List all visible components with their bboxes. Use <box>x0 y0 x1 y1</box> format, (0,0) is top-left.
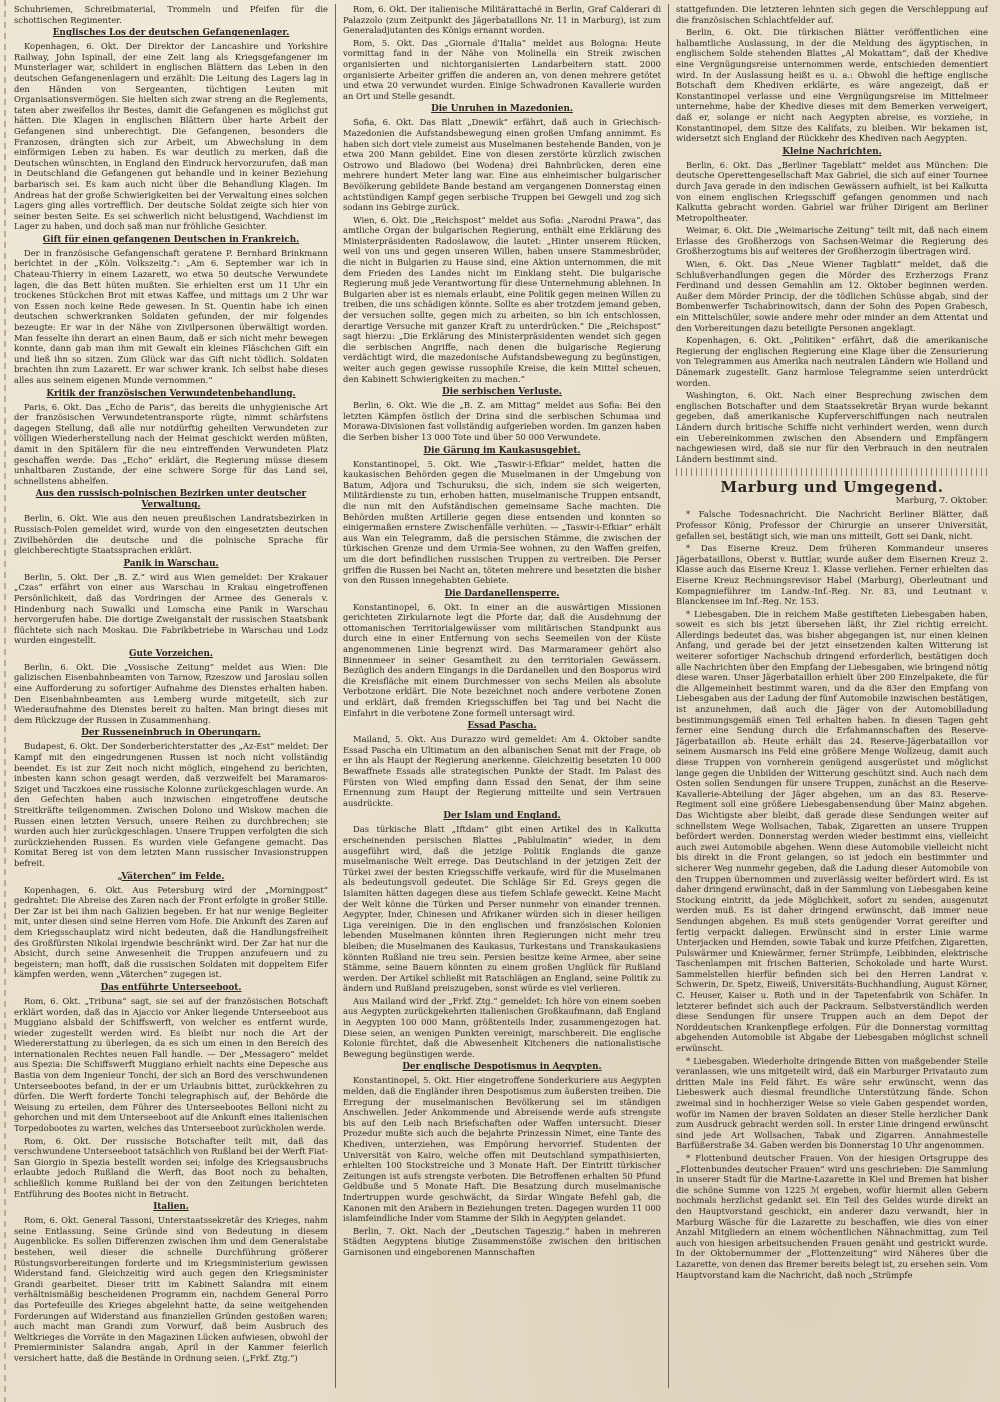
headline-gefangenenlager: Englisches Los der deutschen Gefangenenlager. <box>52 28 290 39</box>
article-text: Mailand, 5. Okt. Aus Durazzo wird gemeldet: Am 4. Oktober sandte Essad Pascha ein Ultimatum an den albanischen Senat mit der Frage, ob er ihn als Haupt der Regierung anerkenne. Gleichzeitig besetzten 10 000 Bewaffnete Essads alle strategischen Punkte der Stadt. Im Palast des Fürsten von Wied empfing dann Essad den Senat, der ihm seine Ernennung zum Haupt der Regierung mitteilte und sein Vertrauen ausdrückte. <box>343 734 661 808</box>
article-text: Der in französische Gefangenschaft geratene P. Bernhard Brinkmann berichtet in der „Köln. Volkszeitg.“: „Am 6. September war ich in Chateau-Thierry in einem Lazarett, wo etwa 50 deutsche Verwundete lagen, die das Bett hüten mußten. Sie erhielten erst um 11 Uhr ein trockenes Stückchen Brot mit etwas Kaffee, und mittags um 2 Uhr war von Essen noch keine Rede gewesen. In St. Quentin habe ich einen deutschen schwerkranken Soldaten gefunden, der mir folgendes bezeugte: Er war in der Nähe von Zivilpersonen überwältigt worden. Man fesselte ihn derart an einen Baum, daß er sich nicht mehr bewegen konnte, dann gab man ihm mit Gewalt ein kleines Fläschchen Gift ein und ließ ihn so sitzen. Zum Glück war das Gift nicht tödlich. Soldaten brachten ihn zum Lazarett. Er war schwer krank. Ich selbst habe dieses alles aus seinem eigenen Munde vernommen.“ <box>14 247 328 385</box>
headline-despotismus: Der englische Despotismus in Aegypten. <box>402 1062 602 1073</box>
article-text: Sofia, 6. Okt. Das Blatt „Dnewik“ erfährt, daß auch in Griechisch-Mazedonien die Aufstandsbewegung einen großen Umfang annimmt. Es haben sich dort viele zumeist aus Muselmanen bestehende Banden, von je etwa 200 Mann gebildet. Eine von diesen zerstörte kürzlich zwischen Ostrowo und Bladowo (bei Wodena) drei Bahnbrücken, deren eine mehrere hundert Meter lang war. Eine aus einheimischer bulgarischer Bevölkerung gebildete Bande bestand am vergangenen Donnerstag einen achtstündigen Kampf gegen serbische Truppen bei Gewgeli und zog sich sodann ins Gebirge zurück. <box>343 117 661 213</box>
column-3 <box>676 4 988 1394</box>
article-text: Das türkische Blatt „Iftdam“ gibt einen Artikel des in Kalkutta erscheinenden persischen Blattes „Pablulmatin“ wieder, in dem ausgeführt wird, daß die jetzige Politik Englands die ganze muselmanische Welt errege. Das Deutschland in der jetzigen Zeit der Türkei zwei der besten Kriegsschiffe verkaufe, wird für die Muselmanen als bedeutungsvoll gedeutet. Die Schläge Sir Ed. Greys gegen die Islamiten hätten dagegen diese aus tiefem Schlafe geweckt. Keine Macht der Welt könne die Türken und Perser nunmehr von einander trennen. Aegypter, Inder, Chinesen und Afrikaner würden sich in dieser heiligen Liga vereinigen. Die in den englischen und französischen Kolonien lebenden Muselmanen könnten ihren Regierungen nicht mehr treu bleiben; die Muselmanen des Kaukasus, Turkestans und Transkaukasiens könnten Rußland nie treu sein. Persien besitze keine Armee, aber seine Stämme, seine Bauern könnten zu einem großen Unglück für Rußland werden. Der Artikel schließt mit Ratschlägen an England, seine Politik zu ändern und Rußland preiszugeben, sonst würde es viel verlieren. <box>343 824 661 994</box>
article-text: * Das Eiserne Kreuz. Dem früheren Kommandeur unseres Jägerbataillons, Oberst v. Buttlar, wurde außer dem Eisernen Kreuz 2. Klasse auch das Eiserne Kreuz 1. Klasse verliehen. Ferner erhielten das Eiserne Kreuz Rechnungsrevisor Habel (Marburg), Oberleutnant und Kompagnieführer im Landw.-Inf.-Reg. Nr. 83, und Leutnant v. Blanckensee im Inf.-Reg. Nr. 153. <box>676 543 988 607</box>
headline-mazedonien: Die Unruhen in Mazedonien. <box>431 104 573 115</box>
article-text: Wien, 6. Okt. Die „Reichspost“ meldet aus Sofia: „Narodni Prawa“, das amtliche Organ der bulgarischen Regierung, enthält eine Erklärung des Ministerpräsidenten Radoslawow, die lautet: „Hinter unserem Rücken, weil von uns und gegen unseren Willen, haben unsere Stammesbrüder, die nicht in Bulgarien zu Hause sind, eine Aktion unternommen, die mit dem Frieden des Landes nicht im Einklang steht. Die bulgarische Regierung muß jede Verantwortung für diese Unternehmung ablehnen. In Bulgarien aber ist es niemals erlaubt, eine Politik gegen meinen Willen zu treiben, die uns schädigen könnte. Sollte es aber trotzdem jemand geben, der versuchen sollte, gegen mich zu arbeiten, so bin ich entschlossen, derartige Versuche mit ganzer Kraft zu unterdrücken.“ Die „Reichspost“ sagt hierzu: „Die Erklärung des Ministerpräsidenten wendet sich gegen die serbischen Angriffe, nach denen die bulgarische Regierung verdächtigt wird, die mazedonische Aufstandsbewegung zu begünstigen, weiter auch gegen gewisse russophile Kreise, die kein Mittel scheuen, den Kabinett Schwierigkeiten zu machen.“ <box>343 214 661 384</box>
headline-italien: Italien. <box>153 1202 189 1213</box>
article-text: Konstantinopel, 6. Okt. In einer an die auswärtigen Missionen gerichteten Zirkularnote legt die Pforte dar, daß die Ausdehnung der ottomanischen Territorialgewässer vom militärischen Standpunkt aus durch eine in einer Entfernung von sechs Seemeilen von der Küste angenommenen Linie begrenzt wird. Das Marmarameer gehört also Binnenmeer in seiner Gesamtheit zu den territorialen Gewässern. Bezüglich des andern Eingangs in die Dardanellen und den Bosporus wird die Kreisfläche mit einem Durchmesser von sechs Meilen als absolute Verbotzone erklärt. Die Note bezeichnet noch andere verbotene Zonen und erklärt, daß fremden Kriegsschiffen bei Tag und bei Nacht die Einfahrt in die verbotene Zone formell untersagt wird. <box>343 601 661 718</box>
article-text: Paris, 6. Okt. Das „Echo de Paris“, das bereits die unhygienische Art der französischen Verwundetentransporte rügte, nimmt schärfstens dagegen Stellung, daß alle nur notdürftig geheilten Verwundeten zur völligen Wiederherstellung nach der Heimat geschickt werden müßten, damit in den Spitälern für die neu eintreffenden Verwundeten Platz geschaffen werde. Das „Echo“ erklärt, die Regierung müsse diesem unhaltbaren Zustande, der eine schwere Sorge für das Land sei, schnellstens abhelfen. <box>14 401 328 486</box>
article-text: Berlin, 7. Okt. Nach der „Deutschen Tageszig.“ haben in mehreren Städten Aegyptens blutige Zusammenstöße zwischen den britischen Garnisonen und eingeborenen Mannschaften <box>343 1225 661 1257</box>
column-2 <box>343 4 661 1394</box>
headline-russisch-polen: Aus den russisch-polnischen Bezirken unter deutscher Verwaltung. <box>35 489 307 511</box>
page-edge <box>4 0 6 1402</box>
article-text: Rom, 6. Okt. Der italienische Militärattaché in Berlin, Graf Calderari di Palazzolo (zum Zeitpunkt des Jägerbataillons Nr. 11 in Marburg), ist zum Generaladjutanten des Königs ernannt worden. <box>343 4 661 36</box>
headline-serbische-verluste: Die serbischen Verluste. <box>442 387 562 398</box>
headline-kleine-nachrichten: Kleine Nachrichten. <box>782 146 882 157</box>
article-text: Berlin, 6. Okt. Das „Berliner Tageblatt“ meldet aus München: Die deutsche Operettengesellschaft Max Gabriel, die sich auf einer Tournee durch Java gerade in den indischen Gewässern aufhielt, ist bei Kalkutta von einem englischen Kriegsschiff gefangen genommen und nach Kalkutta gebracht worden. Gabriel war früher Dirigent am Berliner Metropoltheater. <box>676 159 988 223</box>
article-text: Kopenhagen, 6. Okt. „Politiken“ erfährt, daß die amerikanische Regierung der englischen Regierung eine Klage über die Zensurierung von Telegrammen aus Amerika nach neutralen Ländern wie Holland und Dänemark zugestellt. Ganz harmlose Telegramme seien unterdrückt worden. <box>676 335 988 388</box>
section-title: Marburg und Umgegend. <box>720 478 944 497</box>
section-divider <box>676 468 988 476</box>
article-text: Budapest, 6. Okt. Der Sonderberichterstatter des „Az-Est“ meldet: Der Kampf mit den eingedrungenen Russen ist noch nicht vollständig beendet. Es ist zur Zeit noch nicht möglich, eingehend zu berichten, inbesten kann schon gesagt werden, daß verzweifelt bei Maramaros-Sziget und Taczkoes eine russische Kolonne zurückgeschlagen wurde. An den Gefechten haben auch inzwischen eingetroffene deutsche Streitkräfte teilgenommen. Zwischen Dolono und Wiskow machen die Russen einen letzten Versuch, unsere Reihen zu durchbrechen; sie wurden auch hier zurückgeschlagen. Unsere Truppen verfolgten die sich zurückziehenden Russen. Es wurden viele Gefangene gemacht. Das Komitat Bereg ist von dem letzten Mann russischer Invasionstruppen befreit. <box>14 741 328 868</box>
headline-dardanellen: Die Dardanellensperre. <box>444 588 560 599</box>
headline-gute-vorzeichen: Gute Vorzeichen. <box>129 648 213 659</box>
article-text: Rom, 6. Okt. Der russische Botschafter teilt mit, daß das verschwundene Unterseeboot tatsächlich von Rußland bei der Werft Fiat-San Giorgio in Spezia bestellt worden sei; infolge des Kriegsausbruchs erlaubte jedoch Rußland die Werft, das Boot noch zu behalten, schließlich komme Rußland bei der von den Zeitungen berichteten Entführung des Bootes nicht in Betracht. <box>14 1135 328 1199</box>
headline-islam-england: Der Islam und England. <box>443 811 561 822</box>
headline-gift: Gift für einen gefangenen Deutschen in Frankreich. <box>42 234 300 245</box>
dateline: Marburg, 7. Oktober. <box>895 496 988 507</box>
headline-oberungarn: Der Russeneinbruch in Oberungarn. <box>81 728 261 739</box>
article-text: Washington, 6. Okt. Nach einer Besprechung zwischen dem englischen Botschafter und dem Staatssekretär Bryan wurde bekannt gegeben, daß amerikanische Kupferverschiffungen nach neutralen Ländern durch britische Schiffe nicht verhindert werden, wenn durch ein Uebereinkommen zwischen den Absendern und Empfängern nachgewiesen wird, daß sie nur für den Verbrauch in den neutralen Ländern bestimmt sind. <box>676 390 988 464</box>
article-text: Konstantinopel, 5. Okt. Hier eingetroffene Sonderkuriere aus Aegypten melden, daß die Engländer ihren Despotismus zum äußersten treiben. Die Erregung der muselmanischen Bevölkerung sei im ständigen Anschwellen. Jeder Ankommende und Abreisende werde aufs strengste bis auf den Leib nach Briefschaften oder Waffen untersucht. Dieser Prozedur mußte sich auch die bejahrte Prinzessin Nimet, eine Tante des Khediven, unterziehen, was Empörung hervorrief. Studenten der Universität von Kairo, welche offen mit Deutschland sympathisierten, erhielten 100 Stockstreiche und 3 Monate Haft. Der Eintritt türkischer Zeitungen ist aufs strengste verboten. Die Betroffenen erhalten 50 Pfund Geldbuße und 5 Monate Haft. Die Besatzung durch muselmanische Indertruppen wurde geschwächt, da Sirdar Wingate Befehl gab, die Kanonen mit den Arabern in Beziehungen treten. Dagegen wurden 11 000 islamfeindliche Inder vom Stamme der Sikh in Aegypten gelandet. <box>343 1075 661 1224</box>
column-rule <box>668 4 669 1388</box>
headline-panik-warschau: Panik in Warschau. <box>123 558 219 569</box>
article-text: Rom, 6. Okt. „Tribuna“ sagt, sie sei auf der französischen Botschaft erklärt worden, daß das in Ajaccio vor Anker liegende Unterseeboot aus Muggiano alsbald der Schiffswerft, von welcher es entfernt wurde, wieder zugestellt werden wird. Es bleibt nur noch die Art der Wiedererstattung zu überlegen, da es sich um einen in den Bereich des internationalen Rechtes neuen Fall handle. — Der „Messagero“ meldet aus Spezia: Die Schiffswerft Muggiano erhielt nachts eine Depesche aus Bastia von dem Ingenieur Tonchi, der sich an Bord des verschwundenen Unterseebootes befand, in der er um Urlaubnis bittet, zurückkehren zu dürfen. Die Werft forderte Tonchi telegraphisch auf, der Behörde die Weisung zu erteilen, dem Führer des Unterseebootes Belloni nicht zu gehorchen und mit dem Unterseeboot auf die Ankunft eines italienischen Torpedobootes zu warten, welches das Unterseeboot zurückholen werde. <box>14 995 328 1134</box>
article-text: Wien, 6. Okt. Das „Neue Wiener Tagblatt“ meldet, daß die Schlußverhandlungen gegen die Mörder des Erzherzogs Franz Ferdinand und dessen Gemahlin am 12. Oktober beginnen werden. Außer dem Mörder Princip, der die tödlichen Schüsse abgab, sind der Bombenwerfer Tschabrinowitsch, dann der Sohn des Popen Grabesch, ein Mittelschüler, sowie andere mehr oder minder an dem Attentat und den Vorbereitungen dazu beteiligte Personen angeklagt. <box>676 259 988 333</box>
article-text: Rom, 6. Okt. General Tassoni, Unterstaatssekretär des Krieges, nahm seine Entlassung. Seine Gründe sind von Bedeutung in diesem Augenblicke. Es sollen Differenzen zwischen ihm und dem Generalstabe bestehen, weil dieser die schnelle Durchführung größerer Rüstungsvorbereitungen forderte und im Kriegsministerium gewissen Widerstand fand. Gleichzeitig wird auch gegen den Kriegsminister Grandi gearbeitet. Dieser tritt im Kabinett Salandra mit einem verhältnismäßig bescheidenen Programm ein, nachdem General Porro das Portefeuille des Krieges abgelehnt hatte, da seine weitgehenden Forderungen auf Widerstand aus finanziellen Gründen gestoßen waren; auch macht man Grandi zum Vorwurf, daß beim Ausbruch des Weltkrieges die Vorräte in den Magazinen Lücken aufwiesen, obwohl der Premierminister Salandra angab, April in der Kammer feierlich versichert hatte, daß die Bestände in Ordnung seien. („Frkf. Ztg.“) <box>14 1215 328 1363</box>
column-rule <box>335 4 336 1388</box>
article-text: stattgefunden. Die letzteren lehnten sich gegen die Verschleppung auf die französischen Schlachtfelder auf. <box>676 4 988 25</box>
headline-vaeterchen: „Väterchen“ im Felde. <box>117 871 225 882</box>
article-text: Kopenhagen, 6. Okt. Der Direktor der Lancashire und Yorkshire Railway, John Ispinall, der eine Zeit lang als Kriegsgefangener im Munsterlager war, schildert in englischen Blättern das Leben in den deutschen Gefangenenlagern und erzählt: Die Leitung des Lagers lag in den Händen von Sergeanten, tüchtigen Leuten mit Organisationsvermögen. Sie hielten sich zwar streng an die Reglements, taten aber zweifellos ihr Bestes, damit die Gefangenen es möglichst gut hätten. Die Klagen in englischen Blättern über harte Arbeit der Gefangenen sind unberechtigt. Die Gefangenen, besonders die Franzosen, drängten sich zur Arbeit, um Abwechslung in dem einförmigen Leben zu haben. Es war deutlich zu merken, daß die Deutschen wünschten, in England den Eindruck hervorzurufen, daß man in Deutschland die Gefangenen gut behandle und in keiner Beziehung barbarisch sei. Es kam auch nicht über die Behandlung Klagen. Im Andreas hat der große Schwierigkeiten bei der Verwaltung eines solchen Lagers ging alles vortrefflich. Der deutsche Soldat zeigte sich hier von seiner besten Seite. Es sei schwerlich nicht belustigend, Wachdienst im Lager zu haben, und doch saß man nur fröhliche Gesichter. <box>14 41 328 232</box>
headline-kaukasus: Die Gärung im Kaukasusgebiet. <box>423 445 581 456</box>
article-text: Kopenhagen, 6. Okt. Aus Petersburg wird der „Morningpost“ gedrahtet: Die Abreise des Zaren nach der Front erfolgte in großer Stille. Der Zar ist bei ihm nach Galizien begeben. Er hat nur wenige Begleiter mit, unter diesen sind seine Herren vom Hofe. Die Ankunft des Zaren auf dem Kriegsschauplatz wird nicht bedeuten, daß die Handlungsfreiheit des Großfürsten Nikolai irgendwie beschränkt wird. Der Zar hat nur die Absicht, durch seine Anwesenheit die Truppen anzufeuern und zu begeistern; man hofft, daß die russischen Soldaten mit doppeltem Eifer kämpfen werden, wenn „Väterchen“ zugegen ist. <box>14 884 328 980</box>
headline-essad-pascha: Essad Pascha. <box>467 721 537 732</box>
article-text: * Falsche Todesnachricht. Die Nachricht Berliner Blätter, daß Professor König, Professor der Chirurgie an unserer Universität, gefallen sei, bestätigt sich, wie man uns mitteilt, Gott sei Dank, nicht. <box>676 509 988 541</box>
article-text: Berlin, 6. Okt. Wie aus den neuen preußischen Landratsbezirken in Russisch-Polen gemeldet wird, wurde von den eingesetzten deutschen Zivilbehörden die deutsche und die polnische Sprache für gleichberechtigte Staatssprachen erklärt. <box>14 513 328 556</box>
article-text: Rom, 5. Okt. Das „Giornale d'Italia“ meldet aus Bologna: Heute vormittag fand in der Nähe von Molinella ein Streik zwischen organisierten und nichtorganisierten Landarbeitern statt. 2000 organisierte Arbeiter griffen die anderen an, von denen mehrere getötet und etwa 20 verwundet wurden. Einige Schwadronen Kavallerie wurden an Ort und Stelle gesandt. <box>343 37 661 101</box>
article-text: Berlin, 5. Okt. Der „B. Z.“ wird aus Wien gemeldet: Der Krakauer „Czas“ erfährt von einer aus Warschau in Krakau eingetroffenen Persönlichkeit, daß das Vordringen der Armee des Generals v. Hindenburg nach Suwalki und Lomscha eine Panik in Warschau hervorgerufen habe. Die dortige Zweiganstalt der russischen Staatsbank flüchtete sich nach Moskau. Die Fabrikbetriebe in Warschau und Lodz wurden eingestellt. <box>14 571 328 646</box>
article-text: Berlin, 6. Okt. Die türkischen Blätter veröffentlichen eine halbamtliche Auslassung, in der die Meldung des ägyptischen, in englischem Solde stehenden Blattes „Al Mokattam“, daß der Khedive eine Vergnügungsreise unternommen werde, entschieden dementiert wird. In der Auslassung heißt es u. a.: Obwohl die heftige englische Botschaft dem Khediven erklärte, es wäre angezeigt, daß er Konstantinopel verlasse und eine Vergnügungsreise im Mittelmeer unternehme, habe der Khedive dieses mit dem Bemerken verweigert, daß er, solange er nicht nach Aegypten abreise, es vorziehe, in Konstantinopel, dem Sitze des Kalifats, zu bleiben. Wir bekamen ist, widersetzt sich England der Rückkehr des Khediven nach Aegypten. <box>676 27 988 144</box>
article-text: * Liebesgaben. Wiederholte dringende Bitten von maßgebender Stelle veranlassen, wie uns mitgeteilt wird, daß ein Marburger Privatauto zum dritten Male ins Feld fährt. Es wäre sehr erwünscht, wenn das Liebeswerk auch diesmal freundliche Unterstützung fände. Schon zweimal sind in hochherziger Weise so viele Gaben gespendet worden, wofür im Namen der braven Soldaten an dieser Stelle herzlicher Dank zum Ausdruck gebracht werden soll. In erster Linie dringend erwünscht sind jede Art Wollsachen, Tabak und Zigarren. Annahmestelle Barfüßerstraße 34. Gaben werden bis Donnerstag 10 Uhr angenommen. <box>676 1055 988 1151</box>
headline-unterseeboot: Das entführte Unterseeboot. <box>100 982 242 993</box>
article-text: Aus Mailand wird der „Frkf. Ztg.“ gemeldet: Ich höre von einem soeben aus Aegypten zurückgekehrten italienischen Großkaufmann, daß England in Aegypten 100 000 Mann, größtenteils Inder, zusammengezogen hat. Diese seien, an wenigen Punkten vereinigt, marschbereit. Die englische Kolonie fürchtet, daß die Abwesenheit Kitcheners die nationalistische Bewegung begünstigen werde. <box>343 995 661 1059</box>
article-text: Berlin, 6. Okt. Wie die „B. Z. am Mittag“ meldet aus Sofia: Bei den letzten Kämpfen östlich der Drina sind die serbischen Schumaa und Morawa-Divisionen fast vollständig aufgerieben worden. Im ganzen haben die Serben bisher 13 000 Tote und über 50 000 Verwundete. <box>343 400 661 442</box>
article-text: Berlin, 6. Okt. Die „Vossische Zeitung“ meldet aus Wien: Die galizischen Eisenbahnbeamten von Tarnow, Rzeszow und Jaroslau sollen eine Aufforderung zu sofortiger Aufnahme des Dienstes erhalten haben. Den Eisenbahnbeamten aus Lemberg wurde mitgeteilt, sich zur Wiederaufnahme des Dienstes bereit zu halten. Man bringt dieses mit dem Rückzuge der Russen in Zusammenhang. <box>14 661 328 725</box>
article-text: * Liebesgaben. Die in reichem Maße gestifteten Liebesgaben haben, soweit es sich bis jetzt übersehen läßt, ihr Ziel richtig erreicht. Allerdings bedeutet das, was bisher abgegangen ist, nur einen kleinen Anfang, und gerade bei der jetzt einsetzenden kalten Witterung ist weiterer sofortiger Nachschub dringend erforderlich, bestätigen doch alle Nachrichten über den Empfang der Liebesgaben, wie bringend nötig diese waren. Unser Jägerbataillon erhielt über 200 Einzelpakete, die für die Allgemeinheit bestimmt waren, und da die 83er den Empfang von Liebesgaben aus der Ladung der fünf Automobile inzwischen bestätigen, ist anzunehmen, daß auch die Jäger von der Automobilladung bestimmungsgemäß einen Teil erhalten haben. In diesen Tagen geht ferner eine Sendung durch die Erfahmannschaften des Reserve-Jägerbataillon ab. Heute erhält das 24. Reserve-Jägerbataillon vor seinem Ausmarsch ins Feld eine größere Menge Wollzeug, damit auch diese Truppen von vornherein genügend ausgerüstet und möglichst lange gegen die Unbilden der Witterung geschützt sind. Auch nach dem Osten sollen Sendungen für unsere Truppen, zunächst an die Reserve-Kavallerie-Abteilung der Jäger abgehen, um an das 83. Reserve-Regiment soll eine größere Liebesgabensendung über Mainz abgehen. Das Wichtigste aber bleibt, daß gerade diese Sendungen weiter auf schnellstem Wege Wollsachen, Tabak, Zigaretten an unsere Truppen befördert werden. Donnerstag werden wieder bestimmt eins, vielleicht auch zwei Automobile abgehen. Wenn diese Automobile vielleicht nicht bis direkt in die Front gelangen, so ist jedoch ein bestimmter und sicherer Weg nunmehr gegeben, daß die Ladung dieser Automobile von den Truppen übernommen und zuverlässig weiter befördert wird. Es ist daher dringend erwünscht, daß in der Sammlung von Liebesgaben keine Stockung eintritt, da jede Möglichkeit, sofort zu senden, ausgenutzt werden muß. Es ist daher dringend erwünscht, daß immer neue Sendungen abgehen. Es muß stets genügender Vorrat gereifter und fertig verpackt daliegen. Erwünscht sind in erster Linie warme Unterjacken und Hemden, sowie Tabak und kurze Pfeifchen, Zigaretten, Pulswärmer und Kniewärmer, ferner Strümpfe, Leibbinden, elektrische Taschenlampen mit frischen Batterien, Schokolade und harte Wurst. Sammelstellen hierfür befinden sich bei den Herren Landrat v. Schwerin, Dr. Spetz, Eiweiß, Universitäts-Buchhandlung, August Körner, C. Heuser, Kaiser u. Roth und in der Tapetenfabrik von Schäfer. In letzterer befindet sich auch der Packraum. Selbstverständlich werden diese Sendungen für unsere Truppen auch an dem Depot der Norddeutschen Krankenpflege erfolgen. Für die Donnerstag vormittag abgehenden Automobile ist Abgabe der Liebesgaben möglichst schnell erwünscht. <box>676 608 988 1054</box>
intro-text: Schuhriemen, Schreibmaterial, Trommeln und Pfeifen für die schottischen Regimenter. <box>14 4 328 25</box>
article-text: Weimar, 6. Okt. Die „Weimarische Zeitung“ teilt mit, daß nach einem Erlasse des Großherzogs von Sachsen-Weimar die Regierung des Großherzogtums bis auf weiteres der Großherzogin übertragen wird. <box>676 225 988 257</box>
headline-verwundetenbehandlung: Kritik der französischen Verwundetenbehandlung. <box>46 388 296 399</box>
column-1 <box>14 4 328 1394</box>
article-text: Konstantinopel, 5. Okt. Wie „Taswir-i-Efkiar“ meldet, hatten die kaukasischen Behörden gegen die Muselmanen in der Umgebung von Batum, Adjora und Tschuruksu, die sich, indem sie sich weigerten, Militärdienste zu tun, erhoben hatten, muselmanische Truppen entsandt, die nun mit den Aufständischen gemeinsame Sache machten. Die Behörden mußten Artillerie gegen diese entsenden und konnten so einigermaßen ernstere Zwischenfälle verhüten. — „Taswir-i-Efkiar“ erhält aus Wan ein Telegramm, daß die persischen Stämme, die zwischen der türkischen Grenze und dem Urmia-See wohnen, zu den Waffen greifen, um die dort befindlichen russischen Truppen zu vertreiben. Die Perser griffen die Russen bei Nacht an, töteten mehrere und besetzten die bisher von den Russen innegehabten Gebiete. <box>343 458 661 586</box>
article-text: * Flottenbund deutscher Frauen. Von der hiesigen Ortsgruppe des „Flottenbundes deutscher Frauen“ wird uns geschrieben: Die Sammlung in unserer Stadt für die Marine-Lazarette in Kiel und Bremen hat bisher die schöne Summe von 1225 ℳ ergeben, wofür hiermit allen Gebern nochmals herzlichst gedankt sei. Ein Teil des Geldes wurde direkt an den Hauptvorstand geschickt, ein anderer dazu verwandt, hier in Marburg Wäsche für die Lazarette zu beschaffen, wie dies von einer Anzahl Mitgliedern an einem wöchentlichen Nähnachmittag, zum Teil auch von hiesigen arbeitsuchenden Frauen genäht und gestrickt wurde. In der Oktobernummer der „Flottenzeitung“ wird Näheres über die Lazarette, von denen das Bremer bereits belegt ist, zu ersehen sein. Vom Hauptvorstand kam die Nachricht, daß noch „Strümpfe <box>676 1152 988 1280</box>
